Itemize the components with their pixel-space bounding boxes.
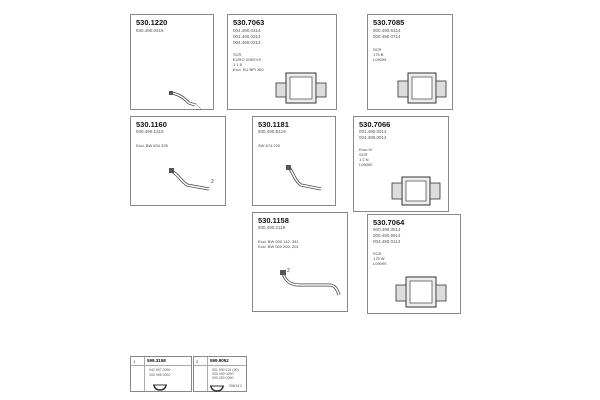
fitment-note: SCR (373, 47, 382, 52)
part-card[interactable] (130, 14, 214, 110)
part-card[interactable] (367, 214, 461, 314)
oem-number: 930.490.0419 (136, 28, 164, 33)
part-number: 530.7085 (373, 18, 405, 27)
oem-number: 000.490.6314 (373, 28, 401, 33)
accessory-card[interactable] (130, 356, 192, 392)
muffler-drawing (390, 171, 444, 211)
part-card[interactable] (252, 116, 336, 206)
fitment-note: Excl. BW 634 335 (136, 143, 168, 148)
part-number: 530.1158 (258, 216, 289, 225)
fitment-note: Excl. BW 000 200, 201 (258, 244, 299, 249)
fitment-note: SCR (233, 52, 242, 57)
pipe-drawing (271, 267, 343, 301)
oem-number: 930.490.2119 (258, 225, 286, 230)
part-number: 530.1160 (136, 120, 167, 129)
oem-number: 004.490.0314 (233, 28, 261, 33)
part-card[interactable] (367, 14, 453, 110)
clamp-icon (208, 381, 226, 392)
fitment-note: Excl. BW 930 142, 341 (258, 239, 299, 244)
oem-number: 001 990 124 (90) (212, 368, 239, 372)
part-card[interactable] (227, 14, 337, 110)
oem-number: 000.490.3014 (373, 227, 401, 232)
oem-number: 000 490 0390 (212, 376, 234, 380)
pipe-drawing (163, 165, 223, 195)
fitment-note: EURO VI/EEV5 (233, 57, 261, 62)
part-number: 530.7064 (373, 218, 405, 227)
oem-number: 000 490 0290 (212, 372, 234, 376)
fitment-note: L09000 (359, 162, 373, 167)
fitment-note: 1 2 N (359, 157, 369, 162)
part-card[interactable] (353, 116, 449, 212)
oem-number: 930.490.1219 (136, 129, 164, 134)
part-number: 530.1181 (258, 120, 289, 129)
divider (131, 365, 191, 366)
muffler-drawing (396, 67, 450, 109)
oem-number: 001.490.0014 (359, 129, 387, 134)
divider (144, 357, 145, 391)
fitment-note: L09099 (373, 261, 387, 266)
oem-number: 001.490.0314 (233, 34, 261, 39)
part-number: 530.7063 (233, 18, 265, 27)
fitment-note: SCR (359, 152, 368, 157)
part-number: 599.9052 (210, 358, 229, 363)
oem-number: 004.490.0014 (359, 135, 387, 140)
callout-number: 2 (287, 268, 290, 274)
oem-number: 930.490.B119 (258, 129, 286, 134)
divider (194, 365, 246, 366)
fitment-note: Excl. EU BPI 360 (233, 67, 264, 72)
oem-number: 000.490.0714 (373, 34, 401, 39)
fitment-note: Euro IV (359, 147, 373, 152)
part-number: 530.1220 (136, 18, 168, 27)
item-number: 1 (133, 359, 136, 364)
fitment-note: 1 1 8 (233, 62, 242, 67)
pipe-drawing (277, 163, 335, 195)
item-number: 2 (196, 359, 199, 364)
oem-number: 942 997 0090 (149, 368, 171, 372)
callout-number: 2 (211, 179, 214, 185)
fitment-note: 175 B (373, 52, 384, 57)
muffler-drawing (272, 67, 330, 109)
part-card[interactable] (252, 212, 348, 312)
fitment-note: 175 W (373, 256, 385, 261)
fitment-note: L09099 (373, 57, 387, 62)
oem-number: 000.490.6914 (373, 233, 401, 238)
pipe-drawing (161, 81, 211, 111)
part-number: 530.7066 (359, 120, 391, 129)
quantity-label: 2X614 1 (228, 384, 242, 388)
oem-number: 000 495 0092 (149, 373, 171, 377)
fitment-note: SW 674 220 (258, 143, 281, 148)
muffler-drawing (394, 271, 450, 313)
accessory-card[interactable] (193, 356, 247, 392)
clamp-icon (151, 379, 169, 391)
oem-number: 004.490.0114 (373, 239, 401, 244)
oem-number: 004.490.0314 (233, 40, 261, 45)
fitment-note: SCR (373, 251, 382, 256)
part-number: 599.3158 (147, 358, 166, 363)
part-card[interactable] (130, 116, 226, 206)
